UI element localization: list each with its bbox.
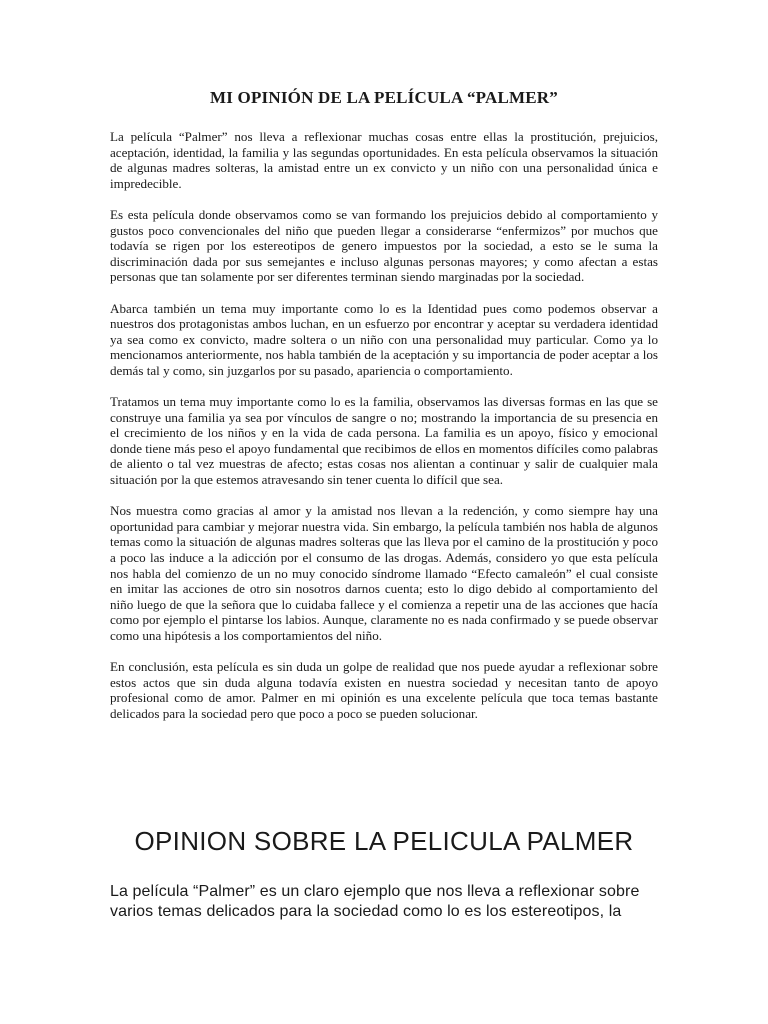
paragraph-intro: La película “Palmer” nos lleva a reflexionar muchas cosas entre ellas la prostitución, prejuicios, aceptación, identidad, la familia y las segundas oportunidades. En esta película observamos la situación de algunas madres solteras, la amistad entre un ex convicto y un niño con una personalidad única e impredecible. (110, 129, 658, 191)
second-document-intro: La película “Palmer” es un claro ejemplo que nos lleva a reflexionar sobre varios temas delicados para la sociedad como lo es los estereotipos, la (110, 883, 640, 920)
paragraph-family: Tratamos un tema muy importante como lo es la familia, observamos las diversas formas en las que se construye una familia ya sea por vínculos de sangre o no; mostrando la importancia de su presencia en el crecimiento de los niños y en la vida de cada persona. La familia es un apoyo, físico y emocional donde tiene más peso el apoyo fundamental que recibimos de ellos en momentos difíciles como palabras de aliento o tal vez muestras de afecto; estas cosas nos alientan a continuar y salir de cualquier mala situación por la que estemos atravesando sin tener cuenta lo difícil que sea. (110, 394, 658, 488)
paragraph-identity: Abarca también un tema muy importante como lo es la Identidad pues como podemos observar a nuestros dos protagonistas ambos luchan, en un esfuerzo por encontrar y aceptar su verdadera identidad ya sea como ex convicto, madre soltera o un niño con una personalidad muy particular. Como ya lo mencionamos anteriormente, nos habla también de la aceptación y su importancia de poder aceptar a los demás tal y como, sin juzgarlos por su pasado, apariencia o comportamiento. (110, 300, 658, 378)
document-title: MI OPINIÓN DE LA PELÍCULA “PALMER” (210, 88, 558, 107)
paragraph-redemption: Nos muestra como gracias al amor y la amistad nos llevan a la redención, y como siempre hay una oportunidad para cambiar y mejorar nuestra vida. Sin embargo, la película también nos habla de algunos temas como la situación de algunas madres solteras que las lleva por el camino de la prostitución y poco a poco las induce a la adicción por el consumo de las drogas. Además, considero yo que esta película nos habla del comienzo de un no muy conocido síndrome llamado “Efecto camaleón” el cual consiste en imitar las acciones de otro sin nosotros darnos cuenta; esto lo digo debido al comportamiento del niño luego de que la señora que lo cuidaba fallece y el comienza a repetir una de las acciones que hacía como por ejemplo el pintarse los labios. Aunque, claramente no es nada confirmado y se puede observar como una hipótesis a los comportamientos del niño. (110, 503, 658, 643)
paragraph-prejudices: Es esta película donde observamos como se van formando los prejuicios debido al comportamiento y gustos poco convencionales del niño que pueden llegar a considerarse “enfermizos” por muchos que todavía se rigen por los estereotipos de genero impuestos por la sociedad, a esto se le suma la discriminación dada por sus semejantes e incluso algunas personas mayores; y como afectan a estas personas que tan solamente por ser diferentes terminan siendo marginadas por la sociedad. (110, 206, 658, 285)
essay-body (110, 129, 658, 722)
paragraph-conclusion: En conclusión, esta película es sin duda un golpe de realidad que nos puede ayudar a reflexionar sobre estos actos que sin duda alguna todavía existen en nuestra sociedad y necesitan tanto de apoyo profesional como de amor. Palmer en mi opinión es una excelente película que toca temas bastante delicados para la sociedad pero que poco a poco se pueden solucionar. (110, 659, 658, 721)
second-document-title: OPINION SOBRE LA PELICULA PALMER (134, 826, 634, 856)
